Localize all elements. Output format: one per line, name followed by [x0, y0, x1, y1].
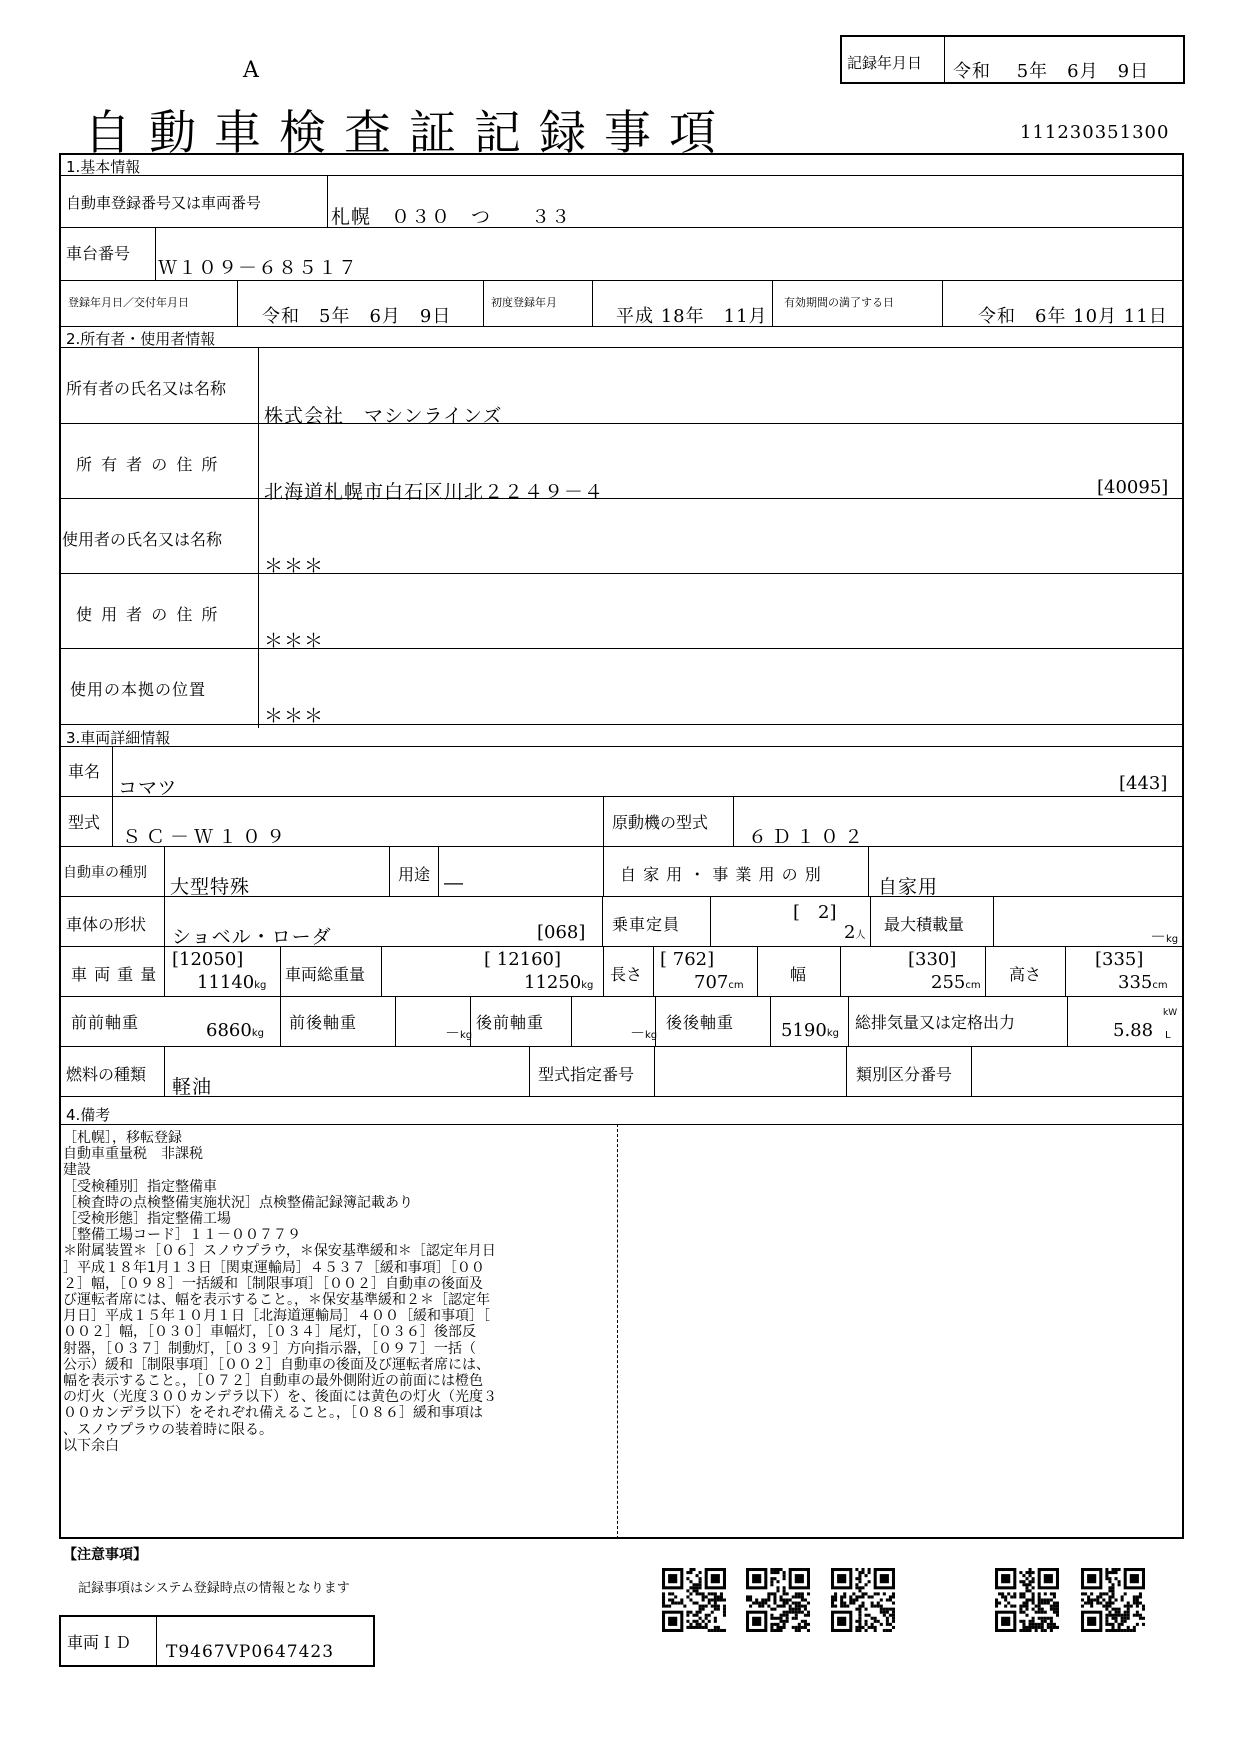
rule [59, 175, 1184, 176]
rule [603, 796, 604, 846]
remarks-divider [617, 1124, 618, 1539]
chassis-label: 車台番号 [66, 244, 131, 263]
reg-date-label: 登録年月日／交付年月日 [68, 296, 189, 309]
remarks-text: ［札幌］，移転登録 自動車重量税 非課税 建設 ［受検種別］指定整備車 ［検査時の点検整備実施状況］点検整備記録簿記載あり ［受検形態］指定整備工場 ［整備工場コード］１１－００７７９ ＊附属装置＊［０６］スノウプラウ，＊保安基準緩和＊［認定年月日 ］平成１８年1月１３日［関東運輸局］４５３７［緩和事項］［００ ２］幅，［０９８］一括緩和［制限事項］［００２］自動車の後面及 び運転者席には、幅を表示すること。，＊保安基準緩和２＊［認定年 月日］平成１５年１０月１日［北海道運輸局］４００［緩和事項］［ ００２］幅，［０３０］車幅灯，［０３４］尾灯，［０３６］後部反 射器，［０３７］制動灯，［０３９］方向指示器，［０９７］一括（ 公示）緩和［制限事項］［００２］自動車の後面及び運転者席には、 幅を表示すること。，［０７２］自動車の最外側附近の前面には橙色 の灯火（光度３００カンデラ以下）を、後面には黄色の灯火（光度３ ００カンデラ以下）をそれぞれ備えること。，［０８６］緩和事項は 、スノウプラウの装着時に限る。 以下余白 [63, 1130, 497, 1454]
user-address-value: ＊＊＊ [264, 630, 325, 652]
rule [381, 946, 382, 996]
rule [164, 1046, 165, 1096]
rule [571, 996, 572, 1046]
rule [280, 946, 281, 996]
displacement-value: 5.88 [1113, 1020, 1154, 1041]
base-location-value: ＊＊＊ [264, 705, 325, 727]
fr-axle-unit: kg [460, 1030, 473, 1041]
rule [59, 573, 1184, 574]
displacement-unit-l: L [1165, 1030, 1171, 1041]
ff-axle-value: 6860 [206, 1020, 252, 1041]
type-designation-label: 型式指定番号 [538, 1065, 635, 1084]
max-load-unit: kg [1166, 934, 1179, 945]
capacity-value: 2 [844, 922, 856, 943]
length-value-wrap [694, 972, 744, 993]
rule [1067, 996, 1068, 1046]
rule [59, 746, 1184, 747]
capacity-value-wrap [844, 922, 865, 943]
fr-axle-value: － [445, 1024, 461, 1042]
vehicle-weight-value-wrap [197, 972, 266, 993]
length-bracket: [ 762] [660, 949, 715, 970]
document-title: 自動車検査証記録事項 [84, 106, 734, 161]
length-label: 長さ [610, 965, 643, 984]
rule [942, 280, 943, 326]
ff-axle-label: 前前軸重 [71, 1013, 140, 1032]
body-shape-value: ショベル・ローダ [172, 926, 332, 948]
fr-axle-value-wrap [445, 1022, 472, 1043]
capacity-label: 乗車定員 [612, 915, 681, 934]
rule [993, 896, 994, 946]
record-date-value: 令和 5年 6月 9日 [953, 61, 1150, 82]
category-label: 類別区分番号 [856, 1065, 953, 1084]
expiry-label: 有効期間の満了する日 [784, 296, 894, 309]
height-unit: cm [1152, 980, 1168, 991]
engine-value: ６Ｄ１０２ [748, 826, 869, 848]
rule [59, 1124, 1184, 1125]
rule [592, 280, 593, 326]
height-bracket: [335] [1095, 949, 1144, 970]
max-load-label: 最大積載量 [884, 915, 965, 934]
rule [59, 796, 1184, 797]
rule [529, 1046, 530, 1096]
rf-axle-value: － [630, 1024, 646, 1042]
copy-mark: A [243, 58, 259, 83]
rule [327, 175, 328, 227]
record-date-label: 記録年月日 [847, 54, 923, 72]
qr-code-icon [662, 1565, 726, 1635]
user-name-value: ＊＊＊ [264, 555, 325, 577]
width-label: 幅 [790, 965, 807, 984]
rule [848, 996, 849, 1046]
vehicle-id-value: T9467VP0647423 [166, 1642, 335, 1662]
rule [59, 347, 1184, 348]
rule [59, 1046, 1184, 1047]
base-location-label: 使用の本拠の位置 [70, 680, 207, 699]
owner-name-value: 株式会社 マシンラインズ [264, 405, 503, 427]
rule [59, 280, 1184, 281]
vehicle-kind-value: 大型特殊 [170, 876, 251, 898]
width-value: 255 [931, 972, 966, 993]
rule [59, 996, 1184, 997]
reg-date-value: 令和 5年 6月 9日 [262, 306, 452, 327]
record-date-divider [944, 35, 945, 84]
displacement-label: 総排気量又は定格出力 [855, 1013, 1016, 1032]
user-address-label: 使 用 者 の 住 所 [76, 605, 220, 624]
rule [483, 280, 484, 326]
rule [603, 846, 604, 896]
rule [770, 996, 771, 1046]
rule [438, 846, 439, 896]
model-value: ＳＣ－Ｗ１０９ [122, 826, 291, 848]
length-unit: cm [728, 980, 744, 991]
rule [710, 896, 711, 946]
body-shape-code: [068] [537, 922, 586, 943]
width-value-wrap [931, 972, 981, 993]
rule [280, 996, 281, 1046]
rule [59, 1096, 1184, 1097]
rule [258, 347, 259, 728]
qr-code-icon [1081, 1565, 1145, 1635]
section-3-heading: 3.車両詳細情報 [66, 729, 171, 747]
rule [59, 326, 1184, 327]
rule [653, 946, 654, 996]
body-shape-label: 車体の形状 [66, 915, 147, 934]
vehicle-name-label: 車名 [68, 762, 101, 781]
rule [654, 1046, 655, 1096]
vehicle-weight-label: 車 両 重 量 [71, 965, 158, 984]
rule [59, 724, 1184, 725]
vehicle-id-label: 車両ＩＤ [67, 1633, 132, 1652]
rule [870, 896, 871, 946]
fuel-label: 燃料の種類 [66, 1065, 147, 1084]
model-label: 型式 [68, 813, 101, 832]
reg-number-value: 札幌 ０３０ つ ３３ [331, 206, 572, 228]
rule [602, 896, 603, 946]
rule [237, 280, 238, 326]
qr-code-icon [995, 1565, 1059, 1635]
gross-weight-label: 車両総重量 [285, 965, 366, 984]
displacement-unit-kw: kW [1163, 1008, 1178, 1018]
owner-name-label: 所有者の氏名又は名称 [66, 379, 227, 398]
rule [164, 896, 165, 946]
ff-axle-unit: kg [251, 1028, 264, 1039]
section-2-heading: 2.所有者・使用者情報 [66, 330, 216, 348]
rule [164, 946, 165, 996]
rule [971, 1046, 972, 1096]
owner-address-label: 所 有 者 の 住 所 [76, 455, 220, 474]
qr-code-icon [831, 1565, 895, 1635]
rule [155, 227, 156, 280]
notice-text: 記録事項はシステム登録時点の情報となります [78, 1581, 350, 1596]
reg-number-label: 自動車登録番号又は車両番号 [66, 194, 262, 212]
fuel-value: 軽油 [172, 1076, 213, 1098]
rr-axle-label: 後後軸重 [666, 1013, 735, 1032]
chassis-value: Ｗ１０９－６８５１７ [158, 257, 359, 279]
rule [59, 648, 1184, 649]
rule [603, 946, 604, 996]
rule [59, 846, 1184, 847]
max-load-value-wrap [1150, 924, 1178, 947]
notice-heading: 【注意事項】 [63, 1547, 147, 1563]
height-value-wrap [1118, 972, 1168, 993]
rule [59, 896, 1184, 897]
gross-weight-bracket: [ 12160] [484, 949, 562, 970]
rule [655, 996, 656, 1046]
rule [59, 423, 1184, 424]
rr-axle-value: 5190 [781, 1020, 827, 1041]
capacity-unit: 人 [855, 930, 866, 941]
ff-axle-value-wrap [206, 1020, 264, 1041]
first-reg-label: 初度登録年月 [491, 296, 557, 309]
rf-axle-value-wrap [630, 1022, 657, 1043]
vehicle-weight-unit: kg [254, 980, 267, 991]
gross-weight-unit: kg [581, 980, 594, 991]
rule [156, 1615, 157, 1667]
vehicle-kind-label: 自動車の種別 [63, 865, 147, 881]
length-value: 707 [694, 972, 729, 993]
section-1-heading: 1.基本情報 [66, 158, 141, 176]
qr-code-icon [746, 1565, 810, 1635]
fr-axle-label: 前後軸重 [289, 1013, 358, 1032]
gross-weight-value-wrap [524, 972, 593, 993]
rule [470, 996, 471, 1046]
vehicle-weight-bracket: [12050] [172, 949, 244, 970]
rule [772, 280, 773, 326]
user-name-label: 使用者の氏名又は名称 [62, 530, 223, 549]
rule [846, 1046, 847, 1096]
use-value: ― [444, 872, 464, 894]
height-label: 高さ [1009, 965, 1042, 984]
rule [733, 796, 734, 846]
capacity-bracket: [ 2] [793, 902, 837, 923]
rule [59, 946, 1184, 947]
private-business-label: 自 家 用 ・ 事 業 用 の 別 [620, 865, 822, 884]
rule [757, 946, 758, 996]
owner-address-code: [40095] [1097, 477, 1169, 498]
rule [59, 227, 1184, 228]
rule [1065, 946, 1066, 996]
engine-label: 原動機の型式 [612, 813, 709, 832]
width-unit: cm [965, 980, 981, 991]
max-load-value: － [1150, 927, 1167, 946]
rule [112, 796, 113, 846]
rf-axle-label: 後前軸重 [476, 1013, 545, 1032]
rule [389, 846, 390, 896]
owner-address-value: 北海道札幌市白石区川北２２４９－４ [264, 481, 605, 503]
vehicle-name-value: コマツ [118, 777, 178, 799]
rule [59, 498, 1184, 499]
rr-axle-unit: kg [826, 1028, 839, 1039]
rule [164, 846, 165, 896]
height-value: 335 [1118, 972, 1153, 993]
section-4-heading: 4.備考 [66, 1106, 111, 1124]
rf-axle-unit: kg [645, 1030, 658, 1041]
rule [112, 746, 113, 796]
first-reg-value: 平成 18年 11月 [616, 306, 768, 327]
rule [985, 946, 986, 996]
private-business-value: 自家用 [878, 876, 939, 898]
gross-weight-value: 11250 [524, 972, 582, 993]
width-bracket: [330] [908, 949, 957, 970]
vehicle-name-code: [443] [1119, 773, 1168, 794]
rr-axle-value-wrap [781, 1020, 839, 1041]
use-label: 用途 [398, 865, 431, 884]
vehicle-weight-value: 11140 [197, 972, 255, 993]
document-number: 111230351300 [1020, 122, 1170, 143]
rule [840, 946, 841, 996]
expiry-value: 令和 6年 10月 11日 [978, 306, 1168, 327]
rule [395, 996, 396, 1046]
rule [868, 846, 869, 896]
